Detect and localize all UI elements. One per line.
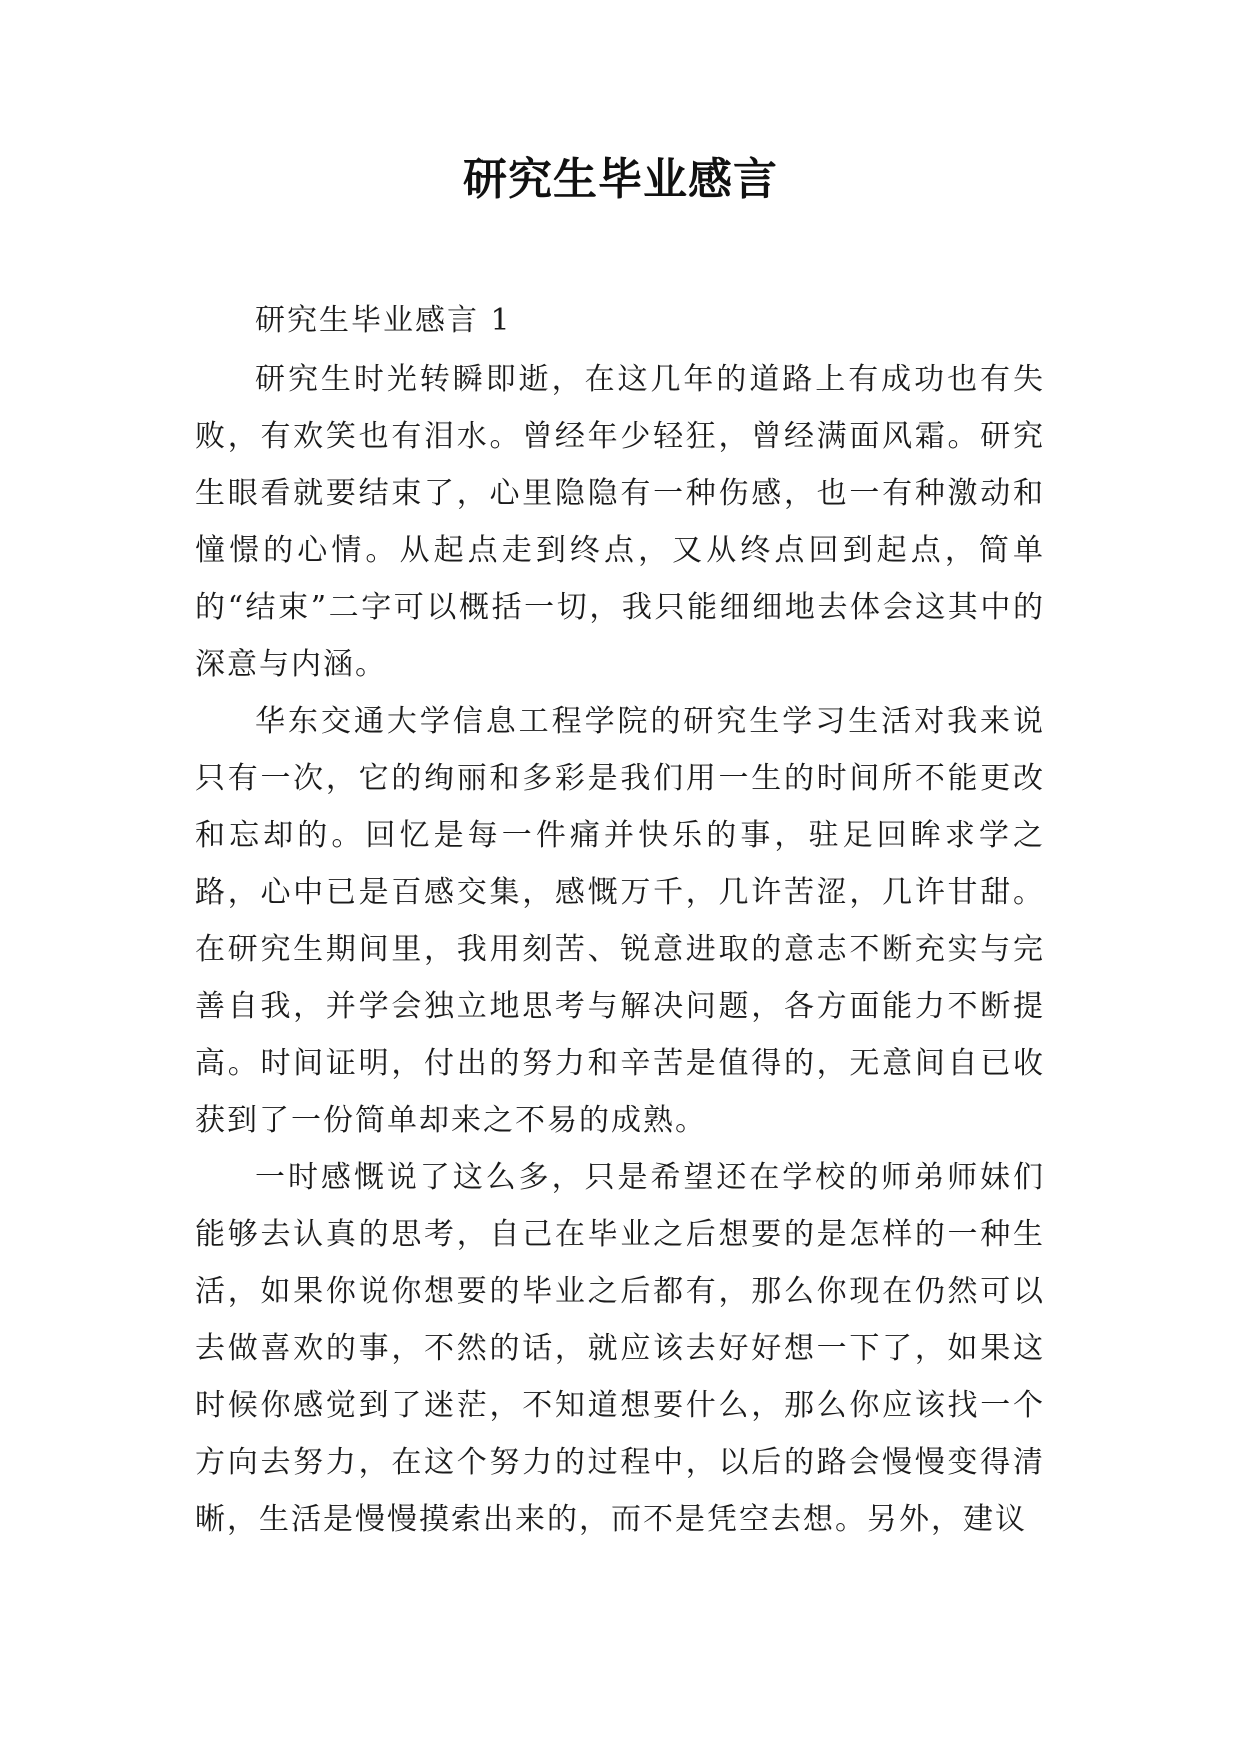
paragraph-3: 一时感慨说了这么多，只是希望还在学校的师弟师妹们能够去认真的思考，自己在毕业之后想要的是怎样的一种生活，如果你说你想要的毕业之后都有，那么你现在仍然可以去做喜欢的事，不然的话，就应该去好好想一下了，如果这时候你感觉到了迷茫，不知道想要什么，那么你应该找一个方向去努力，在这个努力的过程中，以后的路会慢慢变得清晰，生活是慢慢摸索出来的，而不是凭空去想。另外，建议 <box>195 1160 1045 1537</box>
document-body <box>195 292 1045 1548</box>
paragraph-1: 研究生时光转瞬即逝，在这几年的道路上有成功也有失败，有欢笑也有泪水。曾经年少轻狂，曾经满面风霜。研究生眼看就要结束了，心里隐隐有一种伤感，也一有种激动和憧憬的心情。从起点走到终点，又从终点回到起点，简单的“结束”二字可以概括一切，我只能细细地去体会这其中的深意与内涵。 <box>195 362 1045 682</box>
paragraph-2: 华东交通大学信息工程学院的研究生学习生活对我来说只有一次，它的绚丽和多彩是我们用一生的时间所不能更改和忘却的。回忆是每一件痛并快乐的事，驻足回眸求学之路，心中已是百感交集，感慨万千，几许苦涩，几许甘甜。在研究生期间里，我用刻苦、锐意进取的意志不断充实与完善自我，并学会独立地思考与解决问题，各方面能力不断提高。时间证明，付出的努力和辛苦是值得的，无意间自已收获到了一份简单却来之不易的成熟。 <box>195 704 1045 1138</box>
document-title: 研究生毕业感言 <box>463 154 778 205</box>
section-heading: 研究生毕业感言 1 <box>255 303 512 338</box>
